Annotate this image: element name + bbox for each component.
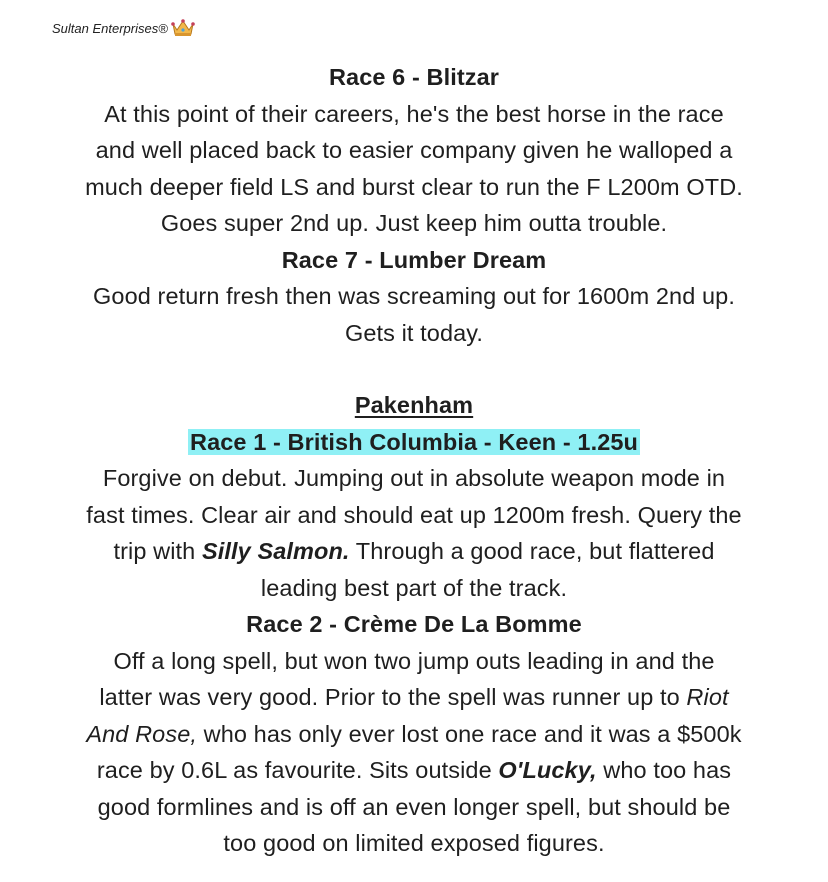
race-text-line: too good on limited exposed figures. xyxy=(223,830,605,856)
race-text-line xyxy=(0,679,828,716)
race-heading: Race 2 - Crème De La Bomme xyxy=(246,611,582,637)
brand-name: Sultan Enterprises® xyxy=(52,20,168,36)
text-segment: who has only ever lost one race and it was a $500k xyxy=(197,720,742,747)
brand-header xyxy=(52,18,196,38)
race-text-line: and well placed back to easier company given he walloped a xyxy=(95,137,733,163)
race-text-line: At this point of their careers, he's the best horse in the race xyxy=(104,100,724,127)
track-heading-row xyxy=(0,387,828,424)
race-text-line: fast times. Clear air and should eat up 1200m fresh. Query the xyxy=(86,501,742,528)
highlighted-race-row xyxy=(0,424,828,461)
text-segment: Through a good race, but flattered xyxy=(349,538,715,564)
text-segment: who too has xyxy=(596,757,732,783)
race-text-line xyxy=(0,533,828,570)
race-heading: Race 7 - Lumber Dream xyxy=(281,246,547,273)
race-heading-highlighted: Race 1 - British Columbia - Keen - 1.25u xyxy=(190,428,638,455)
race-text-line xyxy=(0,716,828,753)
race-text-line xyxy=(0,752,828,789)
race-text-line: leading best part of the track. xyxy=(260,574,568,601)
race-text-line: much deeper field LS and burst clear to run the F L200m OTD. xyxy=(85,173,743,200)
track-heading: Pakenham xyxy=(354,392,474,418)
crown-icon xyxy=(170,18,196,38)
horse-name: Riot xyxy=(686,684,729,710)
race-text-line: Gets it today. xyxy=(344,319,484,346)
race-text-line: good formlines and is off an even longer spell, but should be xyxy=(97,793,731,820)
horse-name: And Rose, xyxy=(86,720,197,747)
text-segment: trip with xyxy=(113,538,202,564)
horse-name: O'Lucky, xyxy=(498,757,597,783)
text-segment: race by 0.6L as favourite. Sits outside xyxy=(96,757,499,783)
race-text-line: Off a long spell, but won two jump outs leading in and the xyxy=(113,647,715,674)
section-spacer xyxy=(0,351,828,387)
race-heading: Race 6 - Blitzar xyxy=(328,64,500,90)
horse-name: Silly Salmon. xyxy=(201,538,350,564)
race-text-line: Good return fresh then was screaming out for 1600m 2nd up. xyxy=(93,283,735,309)
text-segment: latter was very good. Prior to the spell was runner up to xyxy=(99,684,687,710)
tips-content xyxy=(0,59,828,862)
race-text-line: Goes super 2nd up. Just keep him outta trouble. xyxy=(160,210,668,236)
race-text-line: Forgive on debut. Jumping out in absolute weapon mode in xyxy=(102,465,726,491)
